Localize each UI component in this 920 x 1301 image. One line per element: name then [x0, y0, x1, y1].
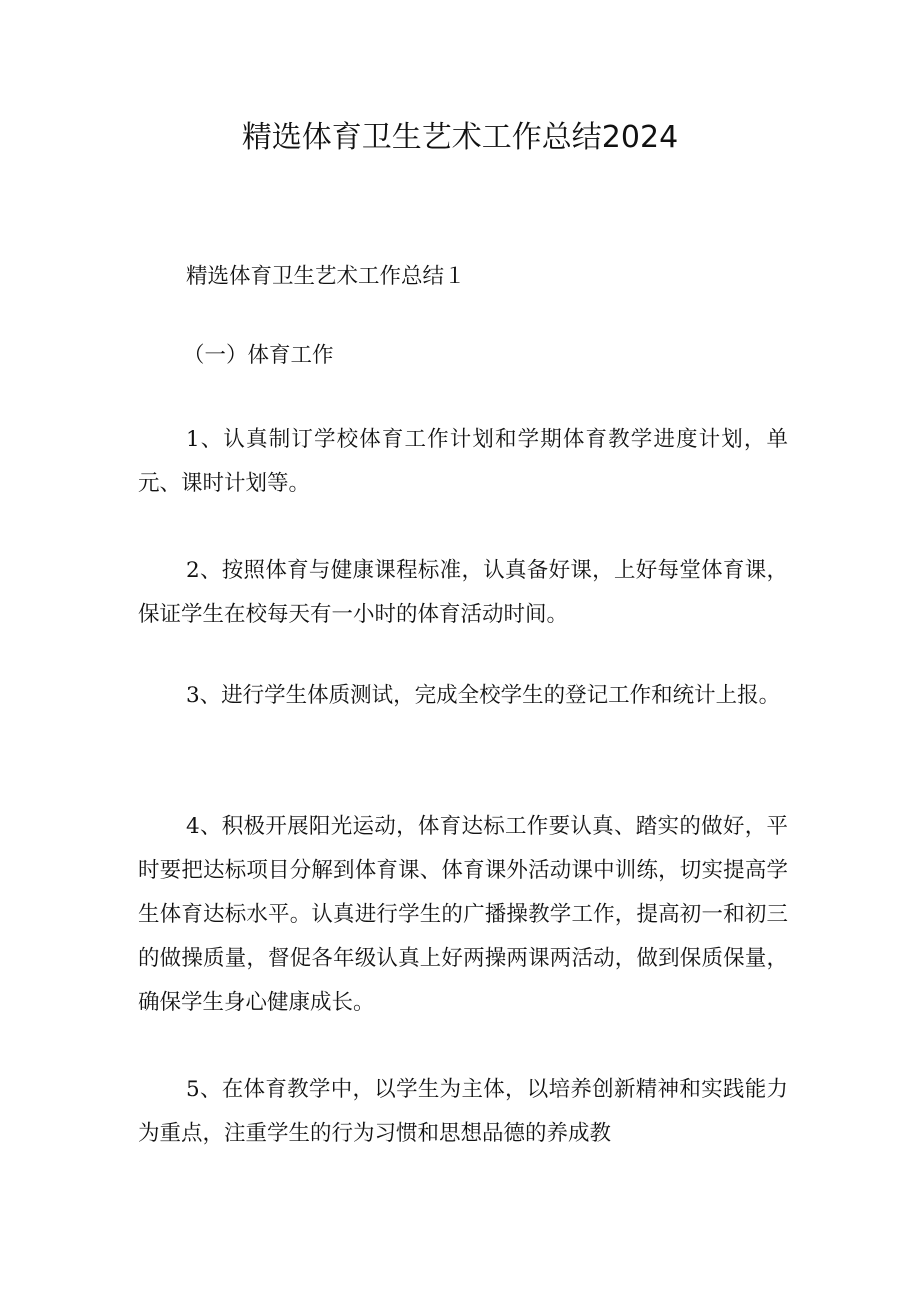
paragraph: 2、按照体育与健康课程标准，认真备好课，上好每堂体育课，保证学生在校每天有一小时的体育活动时间。	[138, 558, 788, 627]
paragraph: 4、积极开展阳光运动，体育达标工作要认真、踏实的做好，平时要把达标项目分解到体育课、体育课外活动课中训练，切实提高学生体育达标水平。认真进行学生的广播操教学工作，提高初一和初三的做操质量，督促各年级认真上好两操两课两活动，做到保质保量，确保学生身心健康成长。	[138, 814, 788, 1015]
section-heading: （一）体育工作	[183, 343, 334, 368]
paragraph: 3、进行学生体质测试，完成全校学生的登记工作和统计上报。	[186, 683, 781, 708]
paragraph: 5、在体育教学中，以学生为主体，以培养创新精神和实践能力为重点，注重学生的行为习惯和思想品德的养成教	[138, 1077, 788, 1146]
document-title: 精选体育卫生艺术工作总结2024	[241, 120, 679, 155]
paragraph: 1、认真制订学校体育工作计划和学期体育教学进度计划，单元、课时计划等。	[138, 427, 788, 496]
document-subtitle: 精选体育卫生艺术工作总结１	[186, 264, 466, 289]
